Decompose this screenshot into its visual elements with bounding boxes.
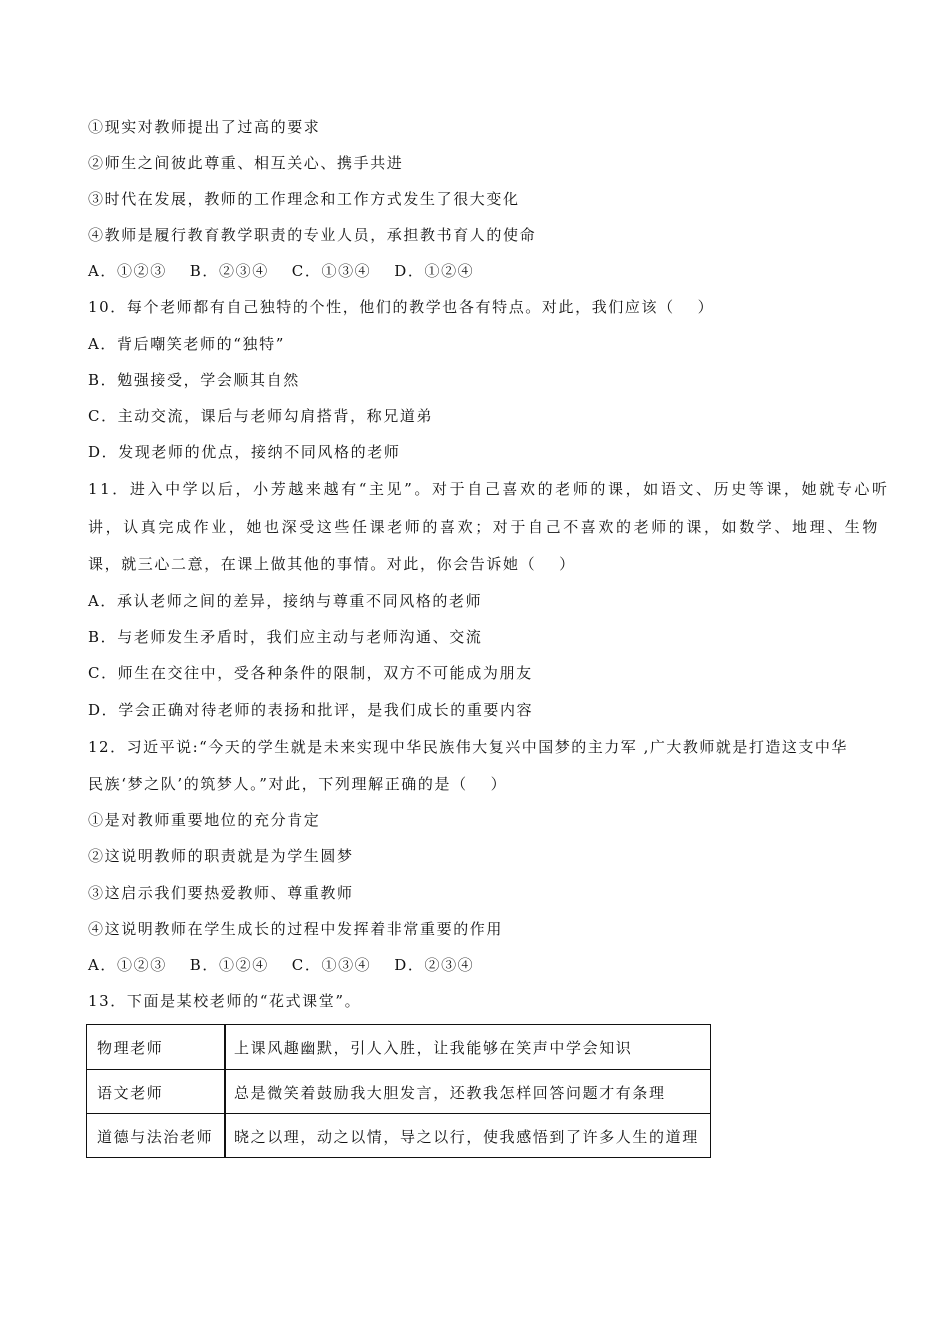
- q10-stem: 10．每个老师都有自己独特的个性，他们的教学也各有特点。对此，我们应该（ ）: [88, 298, 715, 316]
- teacher-cell: 道德与法治老师: [97, 1127, 214, 1146]
- q11-stem-line-3: 课，就三心二意，在课上做其他的事情。对此，你会告诉她（ ）: [88, 555, 576, 573]
- q9-answer-choices: A．①②③ B．②③④ C．①③④ D．①②④: [88, 262, 475, 280]
- description-cell: 上课风趣幽默，引人入胜，让我能够在笑声中学会知识: [234, 1038, 633, 1057]
- q10-option-a: A．背后嘲笑老师的“独特”: [88, 335, 285, 353]
- description-cell: 总是微笑着鼓励我大胆发言，还教我怎样回答问题才有条理: [234, 1083, 666, 1102]
- table-row: [87, 1113, 710, 1158]
- q11-option-c: C．师生在交往中，受各种条件的限制，双方不可能成为朋友: [88, 664, 533, 682]
- q12-option-2: ②这说明教师的职责就是为学生圆梦: [88, 847, 354, 865]
- q12-option-4: ④这说明教师在学生成长的过程中发挥着非常重要的作用: [88, 920, 504, 938]
- q11-option-d: D．学会正确对待老师的表扬和批评，是我们成长的重要内容: [88, 701, 534, 719]
- q9-option-2: ②师生之间彼此尊重、相互关心、携手共进: [88, 154, 404, 172]
- classroom-table: [86, 1024, 711, 1158]
- q11-option-b: B．与老师发生矛盾时，我们应主动与老师沟通、交流: [88, 628, 483, 646]
- q9-option-3: ③时代在发展，教师的工作理念和工作方式发生了很大变化: [88, 190, 520, 208]
- description-cell: 晓之以理，动之以情，导之以行，使我感悟到了许多人生的道理: [234, 1127, 699, 1146]
- teacher-cell: 物理老师: [97, 1038, 164, 1057]
- q10-option-c: C．主动交流，课后与老师勾肩搭背，称兄道弟: [88, 407, 434, 425]
- q11-stem-line-2: 讲，认真完成作业，她也深受这些任课老师的喜欢；对于自己不喜欢的老师的课，如数学、地理、生物: [88, 518, 881, 536]
- q12-option-3: ③这启示我们要热爱教师、尊重教师: [88, 884, 354, 902]
- q13-stem: 13．下面是某校老师的“花式课堂”。: [88, 992, 362, 1010]
- teacher-cell: 语文老师: [97, 1083, 164, 1102]
- table-row: [87, 1069, 710, 1114]
- q12-answer-choices: A．①②③ B．①②④ C．①③④ D．②③④: [88, 956, 475, 974]
- q11-stem-line-1: 11．进入中学以后，小芳越来越有“主见”。对于自己喜欢的老师的课，如语文、历史等课，她就专心听: [88, 480, 890, 498]
- q10-option-b: B．勉强接受，学会顺其自然: [88, 371, 300, 389]
- q9-option-4: ④教师是履行教育教学职责的专业人员，承担教书育人的使命: [88, 226, 537, 244]
- q9-option-1: ①现实对教师提出了过高的要求: [88, 118, 321, 136]
- q12-option-1: ①是对教师重要地位的充分肯定: [88, 811, 321, 829]
- q12-stem-line-1: 12．习近平说:“今天的学生就是未来实现中华民族伟大复兴中国梦的主力军 ,广大教师就是打造这支中华: [88, 738, 848, 756]
- q10-option-d: D．发现老师的优点，接纳不同风格的老师: [88, 443, 401, 461]
- table-row: [87, 1025, 710, 1069]
- q12-stem-line-2: 民族‘梦之队’的筑梦人。”对此，下列理解正确的是（ ）: [88, 775, 508, 793]
- q11-option-a: A．承认老师之间的差异，接纳与尊重不同风格的老师: [88, 592, 483, 610]
